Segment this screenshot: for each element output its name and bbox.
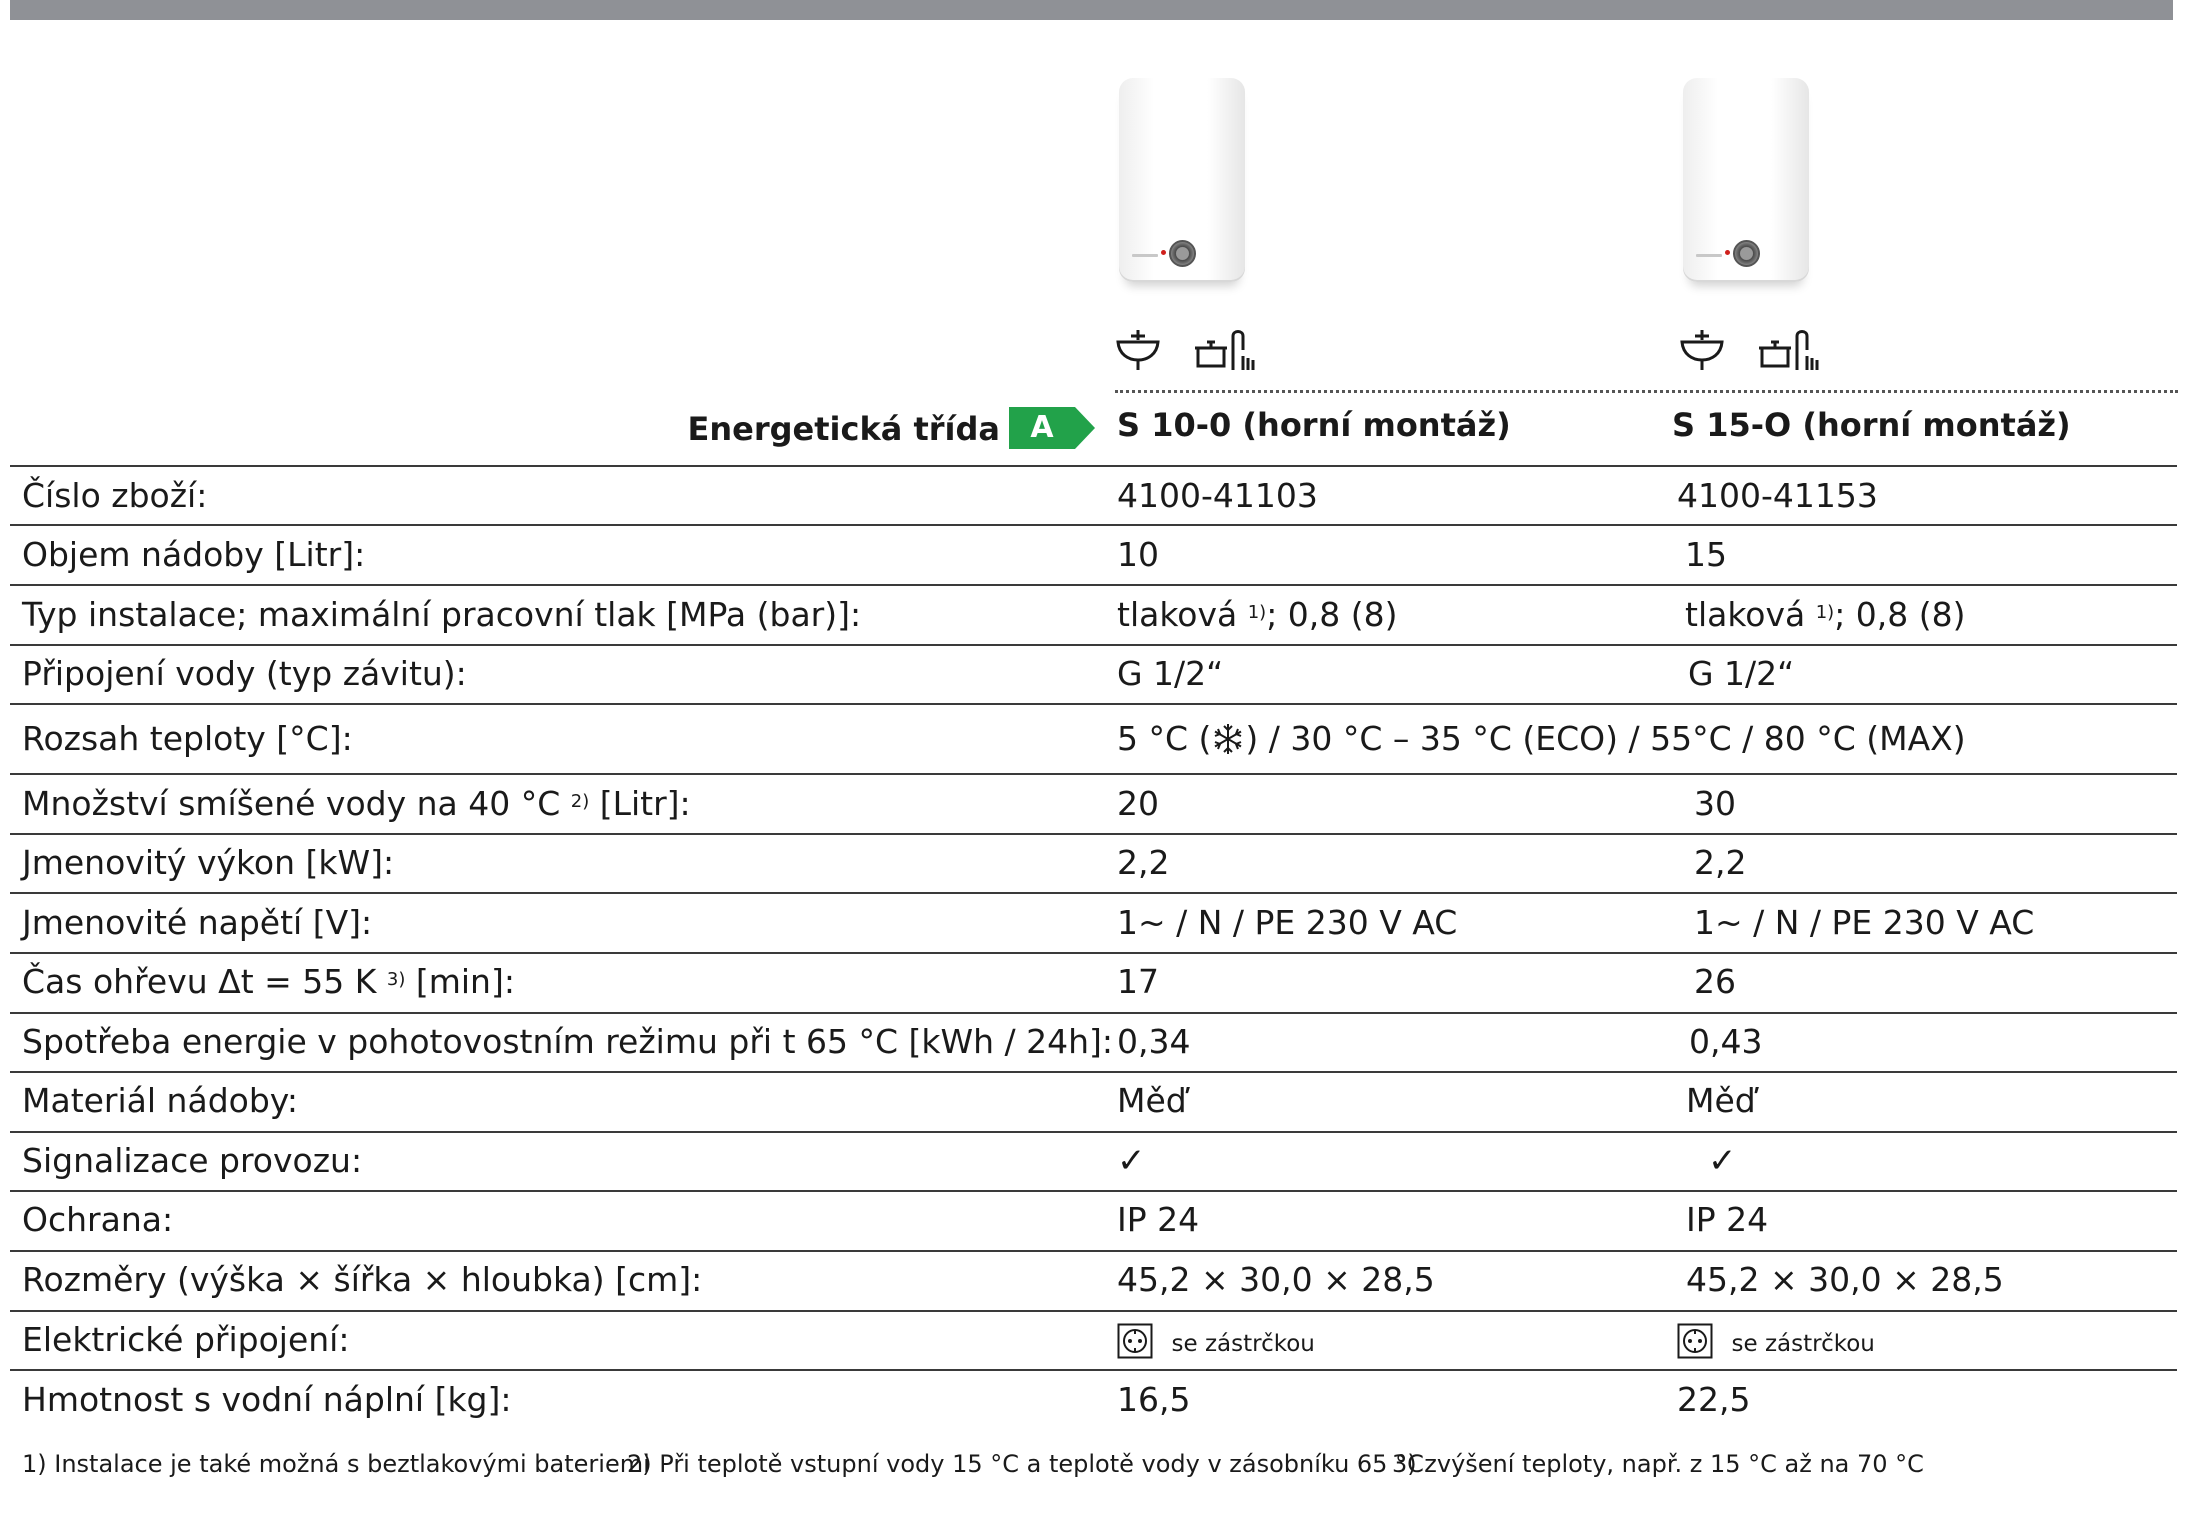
check-icon: ✓ bbox=[1708, 1141, 1737, 1181]
footnote-2: 2) Při teplotě vstupní vody 15 °C a teplotě vody v zásobníku 65 °C bbox=[627, 1450, 1424, 1478]
row-label: Rozsah teploty [°C]: bbox=[22, 719, 353, 758]
plug-socket-icon bbox=[1677, 1323, 1713, 1359]
row-value-2: IP 24 bbox=[1686, 1200, 1769, 1239]
row-label: Signalizace provozu: bbox=[22, 1141, 363, 1180]
row-label: Hmotnost s vodní náplní [kg]: bbox=[22, 1380, 512, 1419]
row-value-1: 10 bbox=[1117, 535, 1159, 574]
application-icons-2 bbox=[1679, 326, 1829, 374]
row-value-1: 16,5 bbox=[1117, 1380, 1191, 1419]
sink-icon bbox=[1679, 326, 1725, 372]
row-label: Číslo zboží: bbox=[22, 476, 208, 515]
row-value-1: Měď bbox=[1117, 1081, 1187, 1120]
product-image-1 bbox=[1119, 74, 1249, 304]
product-image-2 bbox=[1683, 74, 1813, 304]
footnote-1: 1) Instalace je také možná s beztlakovými bateriemi bbox=[22, 1450, 650, 1478]
row-value-1: 4100-41103 bbox=[1117, 476, 1318, 515]
row-divider bbox=[10, 1250, 2177, 1252]
product-name-1: S 10-0 (horní montáž) bbox=[1117, 406, 1511, 444]
product-name-2: S 15-O (horní montáž) bbox=[1672, 406, 2071, 444]
row-label: Elektrické připojení: bbox=[22, 1320, 350, 1359]
header-dotted-divider bbox=[1115, 390, 2178, 393]
application-icons-1 bbox=[1115, 326, 1265, 374]
row-label: Materiál nádoby: bbox=[22, 1081, 299, 1120]
row-label: Typ instalace; maximální pracovní tlak [MPa (bar)]: bbox=[22, 595, 862, 634]
row-value-1: 45,2 × 30,0 × 28,5 bbox=[1117, 1260, 1435, 1299]
row-value-2: 22,5 bbox=[1677, 1380, 1751, 1419]
row-divider bbox=[10, 952, 2177, 954]
sink-icon bbox=[1115, 326, 1161, 372]
energy-class-row bbox=[687, 406, 1000, 452]
row-label: Ochrana: bbox=[22, 1200, 174, 1239]
snowflake-icon bbox=[1211, 722, 1245, 756]
row-value-2: tlaková $^{1)}$; 0,8 (8) bbox=[1685, 595, 1966, 634]
row-value-1: 0,34 bbox=[1117, 1022, 1191, 1061]
row-value-2: 26 bbox=[1694, 962, 1736, 1001]
row-value-1: 2,2 bbox=[1117, 843, 1170, 882]
footnote-3: 3) zvýšení teploty, např. z 15 °C až na 70 °C bbox=[1392, 1450, 1924, 1478]
temperature-range-value: 5 °C ( ) / 30 °C – 35 °C (ECO) / 55°C / 80 °C (MAX) bbox=[1117, 719, 1966, 758]
row-value-2: 4100-41153 bbox=[1677, 476, 1878, 515]
row-value-1: se zástrčkou bbox=[1117, 1320, 1315, 1364]
row-label: Jmenovité napětí [V]: bbox=[22, 903, 373, 942]
row-divider bbox=[10, 1071, 2177, 1073]
water-heater-icon bbox=[1683, 78, 1809, 282]
row-value-2: se zástrčkou bbox=[1677, 1320, 1875, 1364]
row-value-1: 20 bbox=[1117, 784, 1159, 823]
water-heater-icon bbox=[1119, 78, 1245, 282]
row-divider bbox=[10, 892, 2177, 894]
row-value-2: 1~ / N / PE 230 V AC bbox=[1694, 903, 2035, 942]
row-value-1: IP 24 bbox=[1117, 1200, 1200, 1239]
row-divider bbox=[10, 703, 2177, 705]
row-value-2: 30 bbox=[1694, 784, 1736, 823]
row-label: Spotřeba energie v pohotovostním režimu při t 65 °C [kWh / 24h]: bbox=[22, 1022, 1114, 1061]
row-value-1: 1~ / N / PE 230 V AC bbox=[1117, 903, 1458, 942]
row-value-2: G 1/2“ bbox=[1688, 654, 1795, 693]
row-value-1: G 1/2“ bbox=[1117, 654, 1224, 693]
row-label: Rozměry (výška × šířka × hloubka) [cm]: bbox=[22, 1260, 703, 1299]
row-value-1: tlaková $^{1)}$; 0,8 (8) bbox=[1117, 595, 1398, 634]
row-divider bbox=[10, 465, 2177, 467]
row-label: Připojení vody (typ závitu): bbox=[22, 654, 467, 693]
row-divider bbox=[10, 1369, 2177, 1371]
row-label: Objem nádoby [Litr]: bbox=[22, 535, 366, 574]
row-value-2: 0,43 bbox=[1689, 1022, 1763, 1061]
row-divider bbox=[10, 1012, 2177, 1014]
check-icon: ✓ bbox=[1117, 1141, 1146, 1181]
energy-class-label: Energetická třída bbox=[687, 410, 1000, 448]
row-divider bbox=[10, 1190, 2177, 1192]
plug-socket-icon bbox=[1117, 1323, 1153, 1359]
row-value-2: 15 bbox=[1685, 535, 1727, 574]
row-value-1: 17 bbox=[1117, 962, 1159, 1001]
row-value-2: Měď bbox=[1686, 1081, 1756, 1120]
row-label: Čas ohřevu Δt = 55 K $^{3)}$ [min]: bbox=[22, 962, 515, 1001]
kitchen-tap-icon bbox=[1193, 326, 1257, 374]
row-divider bbox=[10, 773, 2177, 775]
kitchen-tap-icon bbox=[1757, 326, 1821, 374]
row-value-2: 45,2 × 30,0 × 28,5 bbox=[1686, 1260, 2004, 1299]
row-value-2: 2,2 bbox=[1694, 843, 1747, 882]
row-divider bbox=[10, 1310, 2177, 1312]
row-label: Množství smíšené vody na 40 °C $^{2)}$ [Litr]: bbox=[22, 784, 691, 823]
row-label: Jmenovitý výkon [kW]: bbox=[22, 843, 395, 882]
top-bar bbox=[10, 0, 2173, 20]
row-divider bbox=[10, 644, 2177, 646]
row-divider bbox=[10, 524, 2177, 526]
row-divider bbox=[10, 584, 2177, 586]
row-divider bbox=[10, 833, 2177, 835]
energy-class-value: A bbox=[1030, 410, 1054, 445]
row-divider bbox=[10, 1131, 2177, 1133]
